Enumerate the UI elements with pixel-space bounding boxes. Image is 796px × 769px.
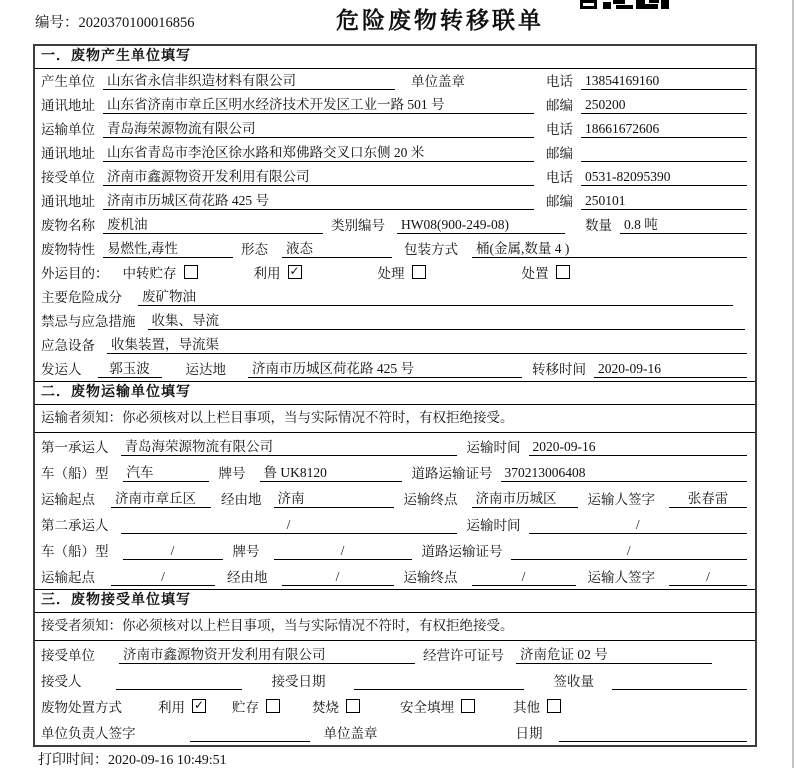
accept-unit-value: 济南市鑫源物资开发利用有限公司 — [119, 643, 415, 664]
date-label: 日期 — [515, 726, 543, 741]
endpoint2-value: / — [472, 569, 576, 586]
transport-date-value: 2020-09-16 — [529, 439, 748, 456]
purpose-dispose — [522, 262, 570, 282]
via-value: 济南 — [274, 487, 394, 508]
endpoint2-label: 运输终点 — [403, 570, 458, 585]
plate-no2-label: 牌号 — [232, 544, 260, 559]
first-carrier-label: 第一承运人 — [41, 440, 109, 455]
receiver-unit-value: 济南市鑫源物资开发利用有限公司 — [103, 165, 534, 186]
waste-name-label: 废物名称 — [41, 218, 95, 233]
destination-value: 济南市历城区荷花路 425 号 — [248, 357, 522, 378]
category-code-value: HW08(900-249-08) — [397, 217, 565, 234]
transporter-notice: 运输者须知：你必须核对以上栏目事项，当与实际情况不符时，有权拒绝接受。 — [35, 405, 755, 433]
signed-amount-value — [612, 689, 747, 690]
waste-property-value: 易燃性,毒性 — [103, 237, 233, 258]
disposal-incinerate — [312, 696, 360, 716]
section-title-2: 二．废物运输单位填写 — [35, 381, 755, 405]
waste-name-value: 废机油 — [103, 213, 323, 234]
form-row — [35, 213, 755, 237]
road-permit2-label: 道路运输证号 — [421, 544, 503, 559]
origin-value: 济南市章丘区 — [111, 487, 211, 508]
transport-date-label: 运输时间 — [466, 440, 521, 455]
form-row — [35, 93, 755, 117]
disposal-method-label: 废物处置方式 — [41, 700, 122, 715]
disposal-utilize-label: 利用 — [158, 700, 185, 715]
form-row — [35, 261, 755, 285]
endpoint-value: 济南市历城区 — [472, 487, 578, 508]
form-row — [35, 309, 755, 333]
main-hazard-value: 废矿物油 — [138, 285, 733, 306]
print-time-label: 打印时间： — [38, 753, 108, 768]
transport-phone-value: 18661672606 — [581, 121, 747, 138]
accept-date-value — [354, 689, 524, 690]
qr-code-fragment — [580, 0, 670, 10]
purpose-treat — [378, 262, 426, 282]
origin2-value: / — [111, 569, 215, 586]
purpose-dispose-checkbox — [556, 265, 570, 279]
disposal-other-label: 其他 — [513, 700, 540, 715]
form-row — [35, 485, 755, 511]
window-edge — [792, 0, 794, 768]
purpose-transfer-storage-label: 中转贮存 — [122, 266, 177, 281]
producer-phone-value: 13854169160 — [581, 73, 747, 90]
signed-amount-label: 签收量 — [553, 674, 594, 689]
receiver-unit-label: 接受单位 — [41, 170, 95, 185]
road-permit-value: 370213006408 — [501, 465, 748, 482]
form-row — [35, 141, 755, 165]
via2-value: / — [282, 569, 394, 586]
producer-phone-label: 电话 — [546, 74, 573, 89]
receiver-postcode-label: 邮编 — [546, 194, 573, 209]
taboo-measures-value: 收集、导流 — [148, 309, 746, 330]
taboo-measures-label: 禁忌与应急措施 — [41, 314, 136, 329]
form-table — [33, 44, 757, 747]
transfer-purpose-label: 外运目的： — [41, 266, 109, 281]
category-code-label: 类别编号 — [331, 218, 385, 233]
receiver-address-value: 济南市历城区荷花路 425 号 — [103, 189, 534, 210]
purpose-utilize-label: 利用 — [253, 266, 281, 281]
second-carrier-label: 第二承运人 — [41, 518, 109, 533]
form-row — [35, 69, 755, 93]
document-number-label: 编号： — [35, 15, 79, 31]
purpose-transfer-storage-checkbox — [184, 265, 198, 279]
row-left-group — [41, 117, 546, 138]
transport-unit-value: 青岛海荣源物流有限公司 — [103, 117, 534, 138]
emergency-equipment-value: 收集装置，导流渠 — [107, 333, 747, 354]
responsible-sign-value — [190, 741, 310, 742]
form-row — [35, 189, 755, 213]
road-permit2-value: / — [511, 543, 748, 560]
page-header — [0, 0, 796, 44]
producer-address-label: 通讯地址 — [41, 98, 95, 113]
accept-date-label: 接受日期 — [271, 674, 326, 689]
section-title-3: 三．废物接受单位填写 — [35, 589, 755, 613]
purpose-utilize — [254, 262, 302, 282]
plate-no-value: 鲁 UK8120 — [260, 461, 402, 482]
purpose-transfer-storage — [123, 262, 198, 282]
consignor-value: 郭玉波 — [98, 357, 162, 378]
form-state-value: 液态 — [282, 237, 392, 258]
disposal-utilize-checkbox: ✓ — [193, 698, 205, 712]
carrier-sign-value: 张春雷 — [669, 487, 747, 508]
unit-seal2-label: 单位盖章 — [323, 726, 378, 741]
form-row — [35, 667, 755, 693]
form-row — [35, 563, 755, 589]
origin-label: 运输起点 — [41, 492, 95, 507]
unit-seal-label: 单位盖章 — [411, 74, 465, 89]
transport-date2-value: / — [529, 517, 748, 534]
disposal-storage-label: 贮存 — [232, 700, 259, 715]
print-time — [38, 749, 227, 769]
page-title: 危险废物转移联单 — [336, 8, 544, 33]
disposal-landfill — [400, 696, 475, 716]
endpoint-label: 运输终点 — [403, 492, 458, 507]
accept-person-value — [116, 689, 242, 690]
disposal-storage — [232, 696, 280, 716]
form-row — [35, 357, 755, 381]
form-row — [35, 117, 755, 141]
form-row — [35, 537, 755, 563]
producer-postcode-value: 250200 — [581, 97, 747, 114]
vehicle-type2-label: 车（船）型 — [41, 544, 109, 559]
form-row — [35, 433, 755, 459]
form-row — [35, 237, 755, 261]
vehicle-type-value: 汽车 — [123, 461, 209, 482]
transfer-date-label: 转移时间 — [532, 362, 586, 377]
disposal-incinerate-label: 焚烧 — [312, 700, 339, 715]
row-left-group — [41, 141, 546, 162]
section-title-1: 一．废物产生单位填写 — [35, 46, 755, 69]
form-row — [35, 693, 755, 719]
form-row — [35, 719, 755, 745]
responsible-sign-label: 单位负责人签字 — [41, 726, 136, 741]
road-permit-label: 道路运输证号 — [411, 466, 493, 481]
purpose-utilize-checkbox: ✓ — [289, 264, 300, 278]
carrier-sign-label: 运输人签字 — [587, 492, 655, 507]
disposal-landfill-label: 安全填埋 — [400, 700, 454, 715]
main-hazard-label: 主要危险成分 — [41, 290, 122, 305]
form-row — [35, 641, 755, 667]
quantity-label: 数量 — [585, 218, 612, 233]
carrier-sign2-label: 运输人签字 — [587, 570, 655, 585]
producer-postcode-label: 邮编 — [546, 98, 573, 113]
transport-phone-label: 电话 — [546, 122, 573, 137]
transport-address-label: 通讯地址 — [41, 146, 95, 161]
date-value — [559, 741, 748, 742]
purpose-dispose-label: 处置 — [521, 266, 549, 281]
disposal-other — [513, 696, 561, 716]
packing-label: 包装方式 — [404, 242, 458, 257]
row-left-group — [41, 69, 546, 90]
receiver-phone-value: 0531-82095390 — [581, 169, 747, 186]
producer-unit-label: 产生单位 — [41, 74, 95, 89]
purpose-treat-checkbox — [412, 265, 426, 279]
license-no-value: 济南危证 02 号 — [516, 643, 712, 664]
waste-property-label: 废物特性 — [41, 242, 95, 257]
receiver-address-label: 通讯地址 — [41, 194, 95, 209]
quantity-value: 0.8 吨 — [620, 213, 747, 234]
row-left-group — [41, 189, 546, 210]
purpose-treat-label: 处理 — [377, 266, 405, 281]
form-row — [35, 511, 755, 537]
receiver-postcode-value: 250101 — [581, 193, 747, 210]
row-left-group — [41, 93, 546, 114]
transport-address-value: 山东省青岛市李沧区徐水路和郑佛路交叉口东侧 20 米 — [103, 141, 534, 162]
disposal-landfill-checkbox — [461, 699, 475, 713]
license-no-label: 经营许可证号 — [423, 648, 504, 663]
transport-postcode-label: 邮编 — [546, 146, 573, 161]
producer-address-value: 山东省济南市章丘区明水经济技术开发区工业一路 501 号 — [103, 93, 534, 114]
consignor-label: 发运人 — [41, 362, 82, 377]
form-row — [35, 285, 755, 309]
emergency-equipment-label: 应急设备 — [41, 338, 95, 353]
form-row — [35, 165, 755, 189]
disposal-storage-checkbox — [266, 699, 280, 713]
form-row — [35, 459, 755, 485]
disposal-incinerate-checkbox — [346, 699, 360, 713]
transport-unit-label: 运输单位 — [41, 122, 95, 137]
via-label: 经由地 — [221, 492, 262, 507]
via2-label: 经由地 — [227, 570, 268, 585]
destination-label: 运达地 — [185, 362, 226, 377]
first-carrier-value: 青岛海荣源物流有限公司 — [121, 435, 457, 456]
document-number-value: 2020370100016856 — [78, 15, 195, 31]
transport-date2-label: 运输时间 — [466, 518, 521, 533]
second-carrier-value: / — [121, 517, 457, 534]
vehicle-type2-value: / — [123, 543, 223, 560]
transport-postcode-value — [581, 161, 747, 162]
form-state-label: 形态 — [241, 242, 268, 257]
plate-no-label: 牌号 — [218, 466, 246, 481]
row-left-group — [41, 165, 546, 186]
receiver-notice: 接受者须知：你必须核对以上栏目事项，当与实际情况不符时，有权拒绝接受。 — [35, 613, 755, 641]
disposal-other-checkbox — [547, 699, 561, 713]
disposal-utilize — [158, 696, 206, 716]
receiver-phone-label: 电话 — [546, 170, 573, 185]
print-time-value: 2020-09-16 10:49:51 — [108, 753, 227, 768]
accept-person-label: 接受人 — [41, 674, 82, 689]
packing-value: 桶(金属,数量 4 ) — [472, 237, 747, 258]
accept-unit-label: 接受单位 — [41, 648, 95, 663]
form-row — [35, 333, 755, 357]
transfer-date-value: 2020-09-16 — [594, 361, 747, 378]
origin2-label: 运输起点 — [41, 570, 95, 585]
carrier-sign2-value: / — [669, 569, 747, 586]
vehicle-type-label: 车（船）型 — [41, 466, 109, 481]
producer-unit-value: 山东省永信非织造材料有限公司 — [103, 69, 395, 90]
plate-no2-value: / — [274, 543, 412, 560]
